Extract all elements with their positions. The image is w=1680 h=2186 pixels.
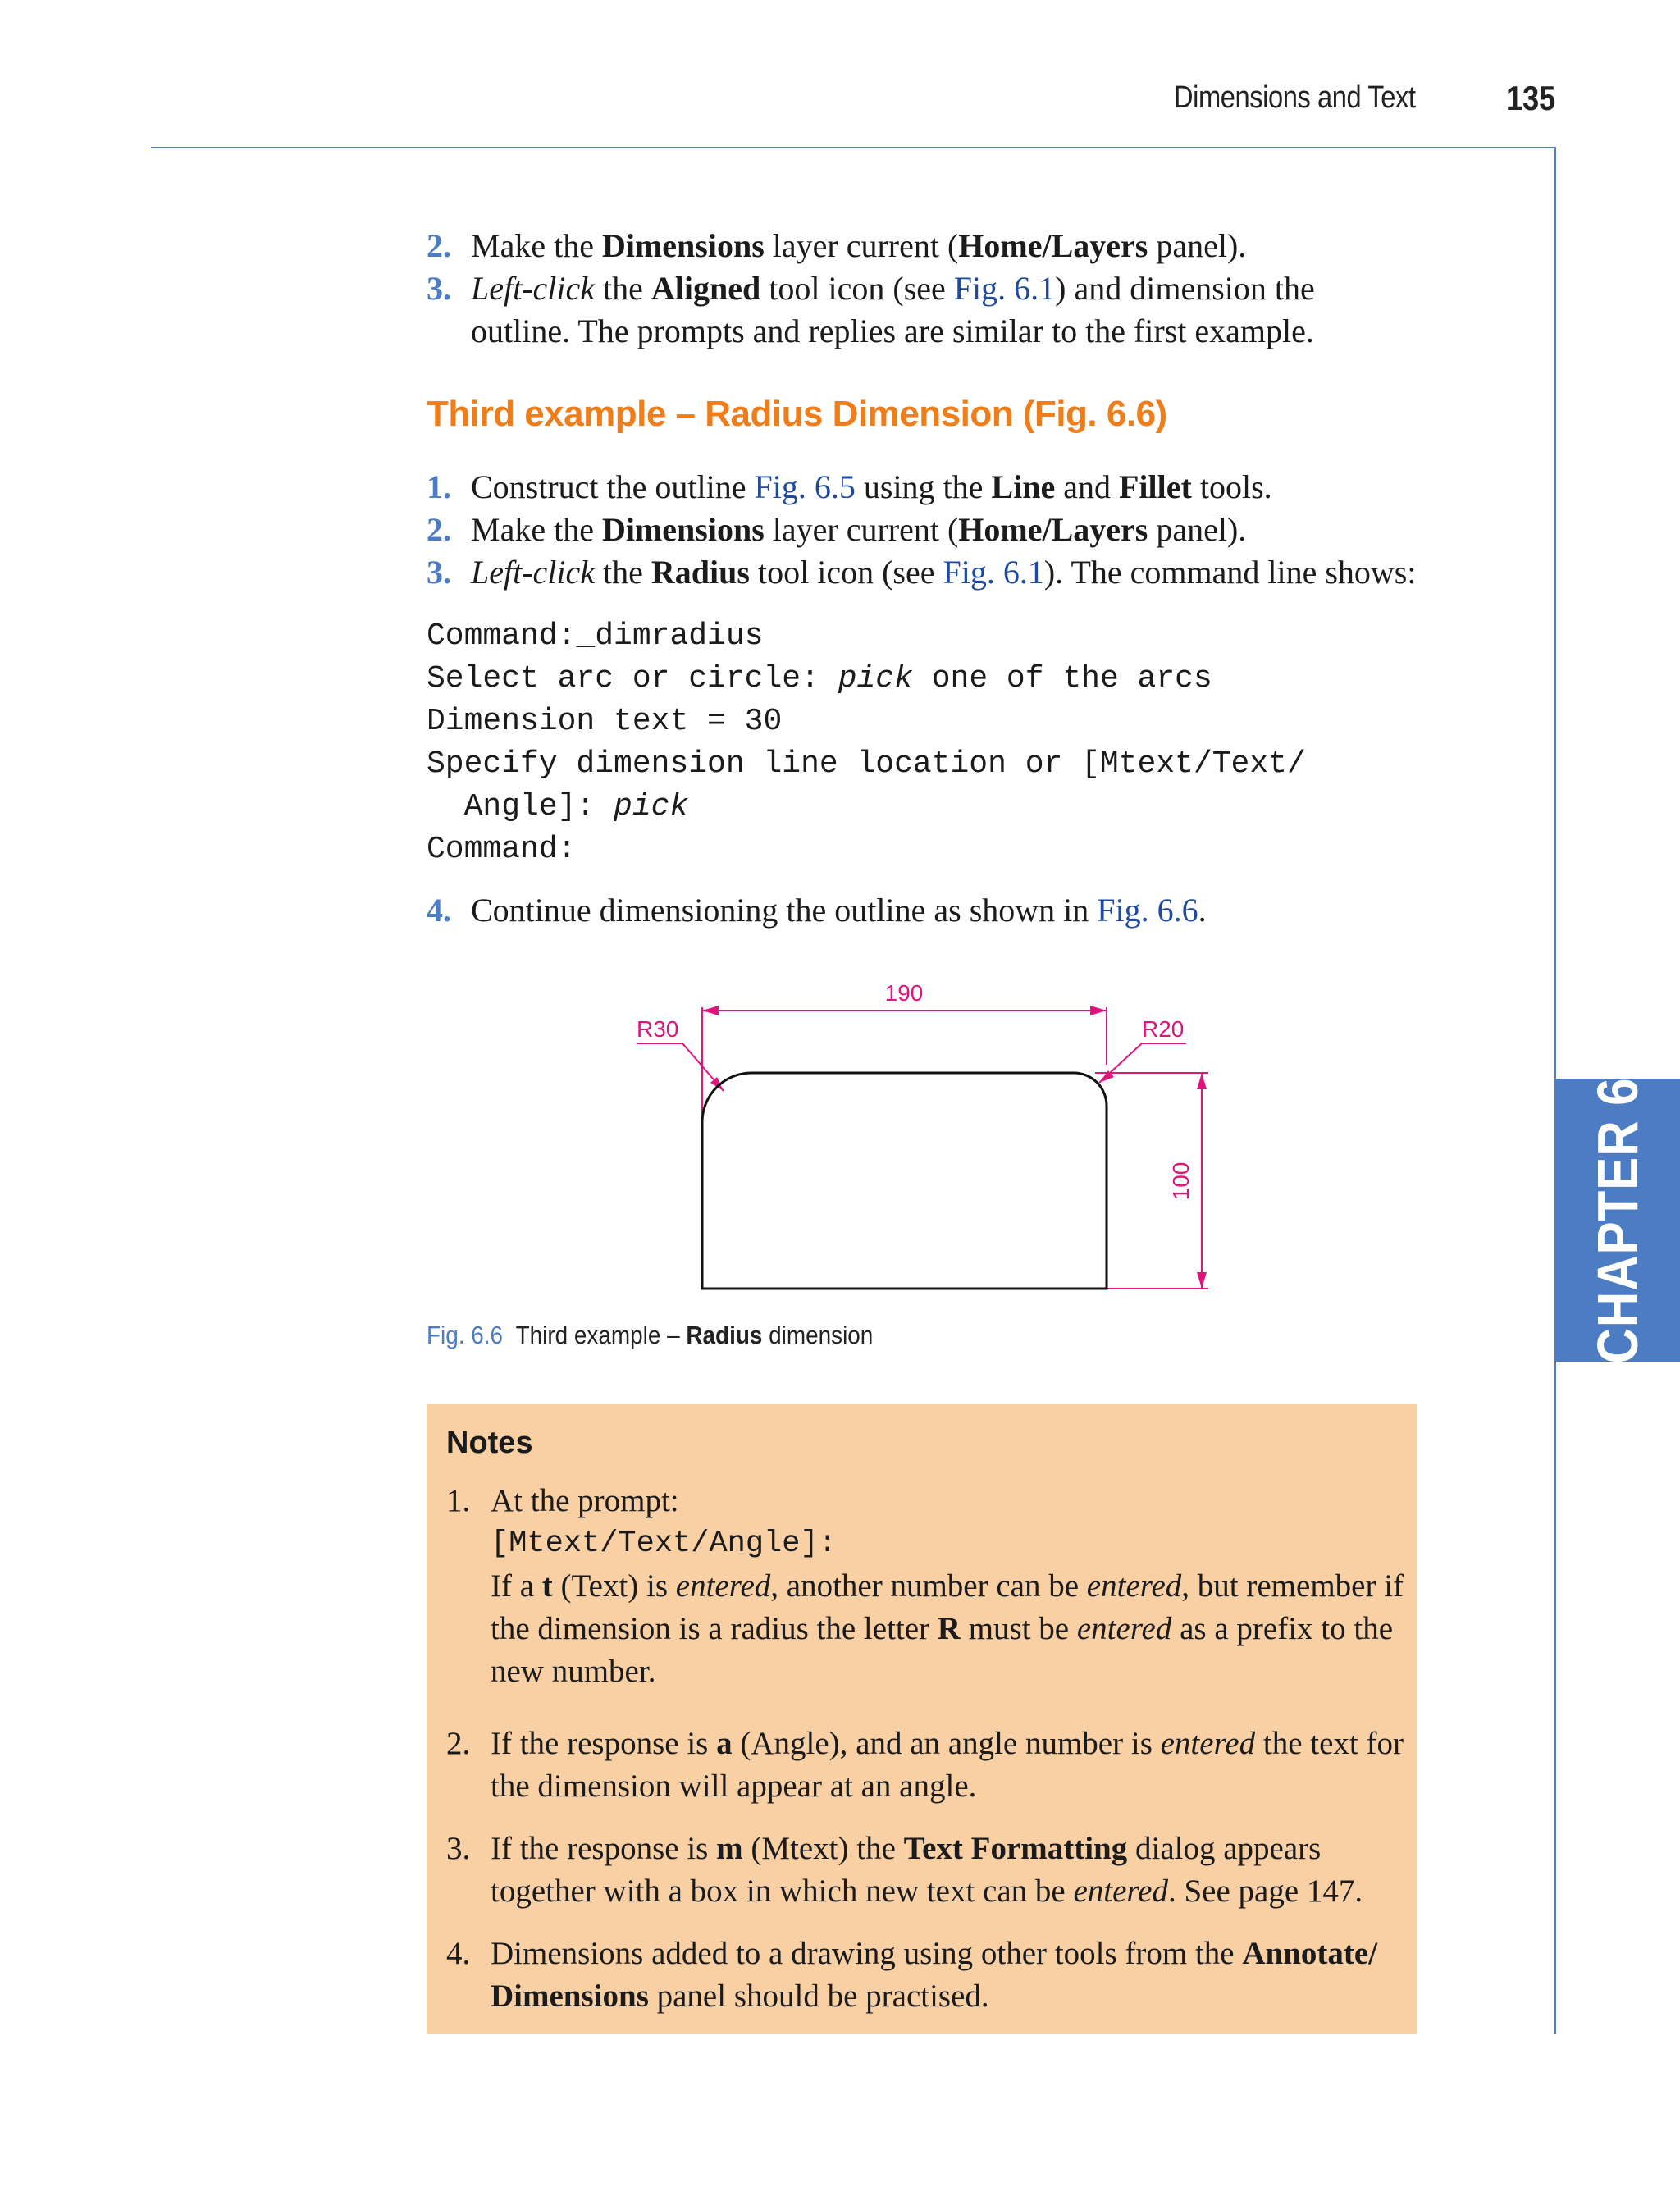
step-number: 3. [427, 270, 451, 307]
text: If the response is [491, 1726, 717, 1761]
italic-term: Left-click [471, 554, 596, 591]
arrowhead [1197, 1073, 1207, 1089]
bold-term: m [716, 1831, 743, 1866]
text: tool icon (see [760, 270, 954, 307]
text: , another number can be [770, 1568, 1087, 1604]
radius-dimension-drawing [476, 960, 1247, 1304]
text: the [595, 270, 651, 307]
text: Make the [471, 227, 602, 264]
page-number: 135 [1506, 79, 1556, 117]
text: layer current ( [764, 227, 959, 264]
figure-link[interactable]: Fig. 6.5 [754, 468, 856, 505]
list-item [427, 551, 1418, 594]
text: dimension [762, 1321, 874, 1349]
list-item [427, 466, 1418, 509]
text: . See page 147. [1167, 1873, 1363, 1909]
italic-term: pick [838, 661, 913, 696]
text: one of the arcs [912, 661, 1212, 696]
text: (Mtext) the [742, 1831, 904, 1866]
command-line: Dimension text = 30 [427, 704, 783, 739]
bold-term: t [541, 1568, 553, 1604]
text: (Angle), and an angle number is [732, 1726, 1161, 1761]
notes-box [427, 1404, 1418, 2034]
italic-term: entered [1086, 1568, 1182, 1604]
steps [427, 466, 1418, 594]
figure-link[interactable]: Fig. 6.6 [1097, 892, 1198, 929]
italic-term: entered [1073, 1873, 1168, 1909]
figure-link[interactable]: Fig. 6.1 [953, 270, 1056, 307]
text: panel). [1148, 511, 1247, 548]
bold-term: Text Formatting [903, 1831, 1128, 1866]
dimension-text-width: 190 [884, 980, 924, 1006]
chapter-tab [1554, 1079, 1680, 1362]
italic-term: Left-click [471, 270, 596, 307]
text: Dimensions added to a drawing using other tools from the [491, 1936, 1243, 1971]
header-rule [151, 147, 1555, 148]
bold-term: Dimensions [601, 227, 765, 264]
arrowhead [702, 1006, 719, 1015]
note-number: 4. [446, 1936, 471, 1971]
figure-caption [427, 1321, 873, 1350]
list-item [427, 225, 1418, 267]
list-item [427, 267, 1418, 353]
section-heading: Third example – Radius Dimension (Fig. 6.6) [427, 394, 1167, 434]
italic-term: pick [614, 789, 689, 824]
bold-term: Radius [686, 1321, 763, 1349]
step-number: 2. [427, 511, 451, 548]
command-line: Command: [427, 832, 577, 867]
chapter-tab-label: CHAPTER 6 [1585, 1077, 1650, 1363]
figure-label: Fig. 6.6 [427, 1321, 504, 1349]
text: . [1198, 892, 1207, 929]
text: the [595, 554, 651, 591]
text: tool icon (see [749, 554, 943, 591]
text: Select arc or circle: [427, 661, 838, 696]
dimension-text-height: 100 [1168, 1161, 1194, 1201]
text: Construct the outline [471, 468, 755, 505]
text: ) and dimension the outline. The prompts and replies are similar to the first example. [471, 270, 1315, 349]
text: ). The command line shows: [1043, 554, 1417, 591]
text: layer current ( [764, 511, 959, 548]
note-number: 2. [446, 1726, 471, 1761]
command-line: Command:_dimradius [427, 618, 764, 654]
italic-term: entered [1076, 1611, 1172, 1646]
text: dialog appears together with a box in which new text can be [491, 1831, 1322, 1909]
arrowhead [1197, 1272, 1207, 1289]
note-number: 3. [446, 1831, 471, 1866]
note-item [446, 1828, 1406, 1913]
figure-link[interactable]: Fig. 6.1 [943, 554, 1044, 591]
text: using the [855, 468, 992, 505]
command-prompt: [Mtext/Text/Angle]: [491, 1527, 837, 1561]
list-item [427, 889, 1418, 932]
command-line [427, 658, 1306, 701]
bold-term: Line [991, 468, 1056, 505]
bold-term: Home/Layers [958, 227, 1148, 264]
bold-term: Annotate/ Dimensions [491, 1936, 1378, 2014]
bold-term: Radius [651, 554, 750, 591]
step-4 [427, 889, 1418, 932]
text: and [1055, 468, 1119, 505]
bold-term: a [716, 1726, 733, 1761]
step-number: 3. [427, 554, 451, 591]
note-item [446, 1480, 1406, 1693]
part-outline [702, 1073, 1107, 1289]
text: If a [491, 1568, 542, 1604]
bold-term: R [937, 1611, 961, 1646]
text: Make the [471, 511, 602, 548]
text: Continue dimensioning the outline as shown in [471, 892, 1098, 929]
figure-drawing [476, 960, 1247, 1304]
arrowhead [1090, 1006, 1107, 1015]
bold-term: Home/Layers [958, 511, 1148, 548]
dimension-annotations [637, 1006, 1208, 1289]
bold-term: Dimensions [601, 511, 765, 548]
step-number: 2. [427, 227, 451, 264]
text: panel should be practised. [648, 1978, 989, 2014]
text: At the prompt: [491, 1483, 679, 1518]
italic-term: entered [1160, 1726, 1256, 1761]
step-number: 4. [427, 892, 451, 929]
command-line [427, 786, 1306, 828]
steps-top [427, 225, 1418, 353]
text: as a prefix to the new number. [491, 1611, 1394, 1689]
running-header-title: Dimensions and Text [1174, 80, 1416, 115]
bold-term: Fillet [1118, 468, 1192, 505]
note-number: 1. [446, 1483, 471, 1518]
dimension-text-r20: R20 [1142, 1016, 1185, 1042]
note-item [446, 1723, 1406, 1808]
step-number: 1. [427, 468, 451, 505]
text: the text for the dimension will appear at an angle. [491, 1726, 1404, 1804]
notes-title: Notes [446, 1426, 533, 1460]
command-line: Specify dimension line location or [Mtext/Text/ [427, 746, 1306, 782]
text: Angle]: [427, 789, 614, 824]
text: If the response is [491, 1831, 717, 1866]
text: , but remember if the dimension is a radius the letter [491, 1568, 1404, 1646]
dimension-text-r30: R30 [637, 1016, 679, 1042]
bold-term: Aligned [651, 270, 761, 307]
text: must be [960, 1611, 1077, 1646]
italic-term: entered [675, 1568, 771, 1604]
command-line-block [427, 615, 1306, 871]
text: tools. [1191, 468, 1272, 505]
text: panel). [1148, 227, 1247, 264]
text: Third example – [515, 1321, 687, 1349]
list-item [427, 509, 1418, 551]
text: (Text) is [552, 1568, 676, 1604]
note-item [446, 1933, 1406, 2018]
